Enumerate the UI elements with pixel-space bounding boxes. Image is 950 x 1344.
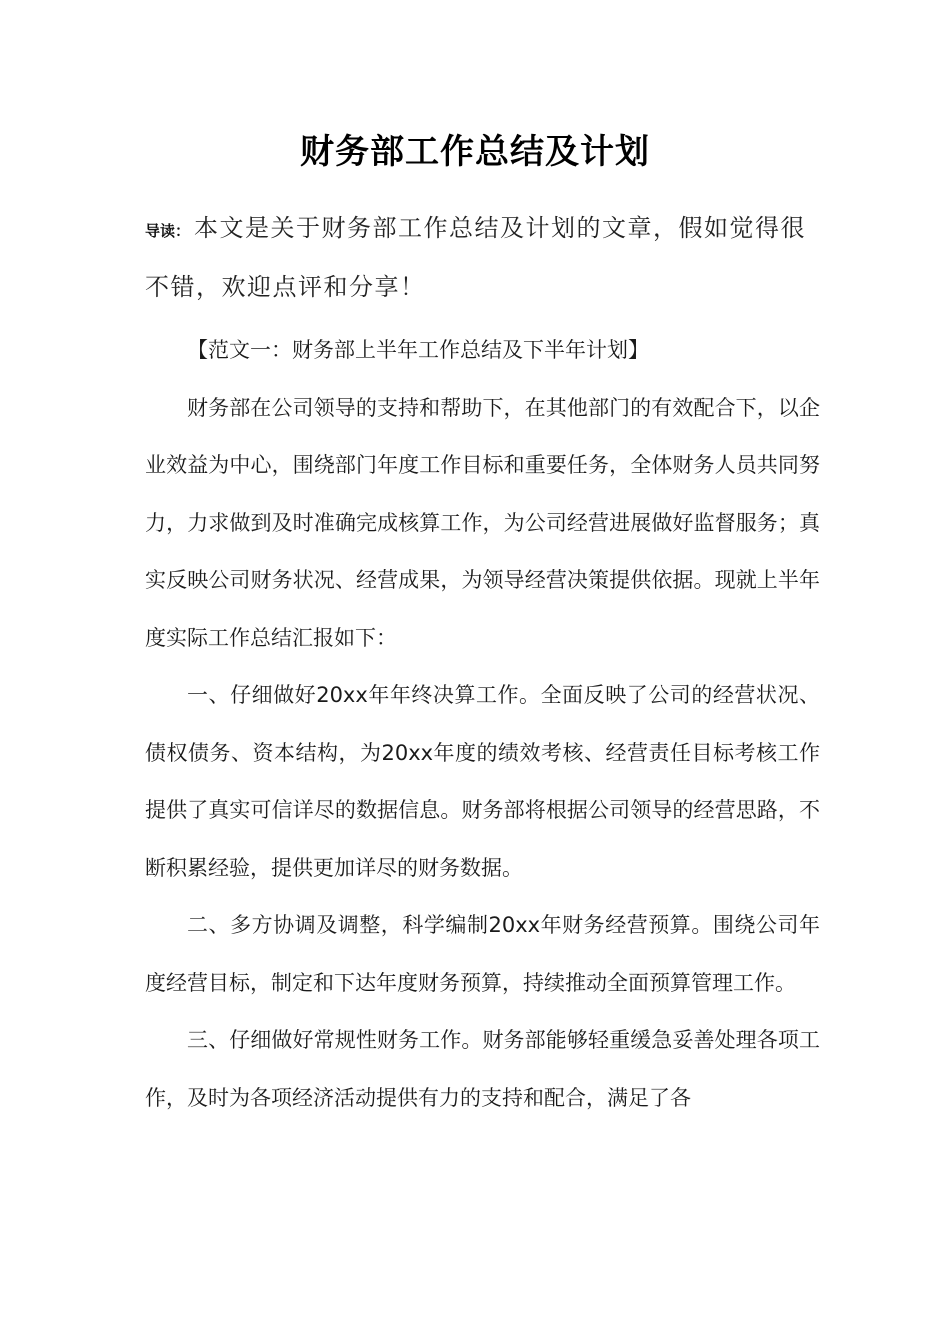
body-paragraph: 财务部在公司领导的支持和帮助下，在其他部门的有效配合下，以企业效益为中心，围绕部门年度工作目标和重要任务，全体财务人员共同努力，力求做到及时准确完成核算工作，为公司经营进展做好监督服务；真实反映公司财务状况、经营成果，为领导经营决策提供依据。现就上半年度实际工作总结汇报如下： [145, 395, 820, 650]
document-title: 财务部工作总结及计划 [300, 132, 650, 172]
body-paragraph: 二、多方协调及调整，科学编制20xx年财务经营预算。围绕公司年度经营目标，制定和下达年度财务预算，持续推动全面预算管理工作。 [145, 913, 820, 995]
document-body [145, 322, 820, 1127]
intro-text: 本文是关于财务部工作总结及计划的文章，假如觉得很不错，欢迎点评和分享！ [145, 214, 807, 301]
body-paragraph: 一、仔细做好20xx年年终决算工作。全面反映了公司的经营状况、债权债务、资本结构，为20xx年度的绩效考核、经营责任目标考核工作提供了真实可信详尽的数据信息。财务部将根据公司领导的经营思路，不断积累经验，提供更加详尽的财务数据。 [145, 683, 820, 880]
body-paragraph: 三、仔细做好常规性财务工作。财务部能够轻重缓急妥善处理各项工作，及时为各项经济活动提供有力的支持和配合，满足了各 [145, 1028, 820, 1110]
intro-paragraph [145, 200, 815, 315]
intro-label: 导读： [145, 222, 191, 240]
section-heading: 【范文一：财务部上半年工作总结及下半年计划】 [187, 338, 649, 362]
